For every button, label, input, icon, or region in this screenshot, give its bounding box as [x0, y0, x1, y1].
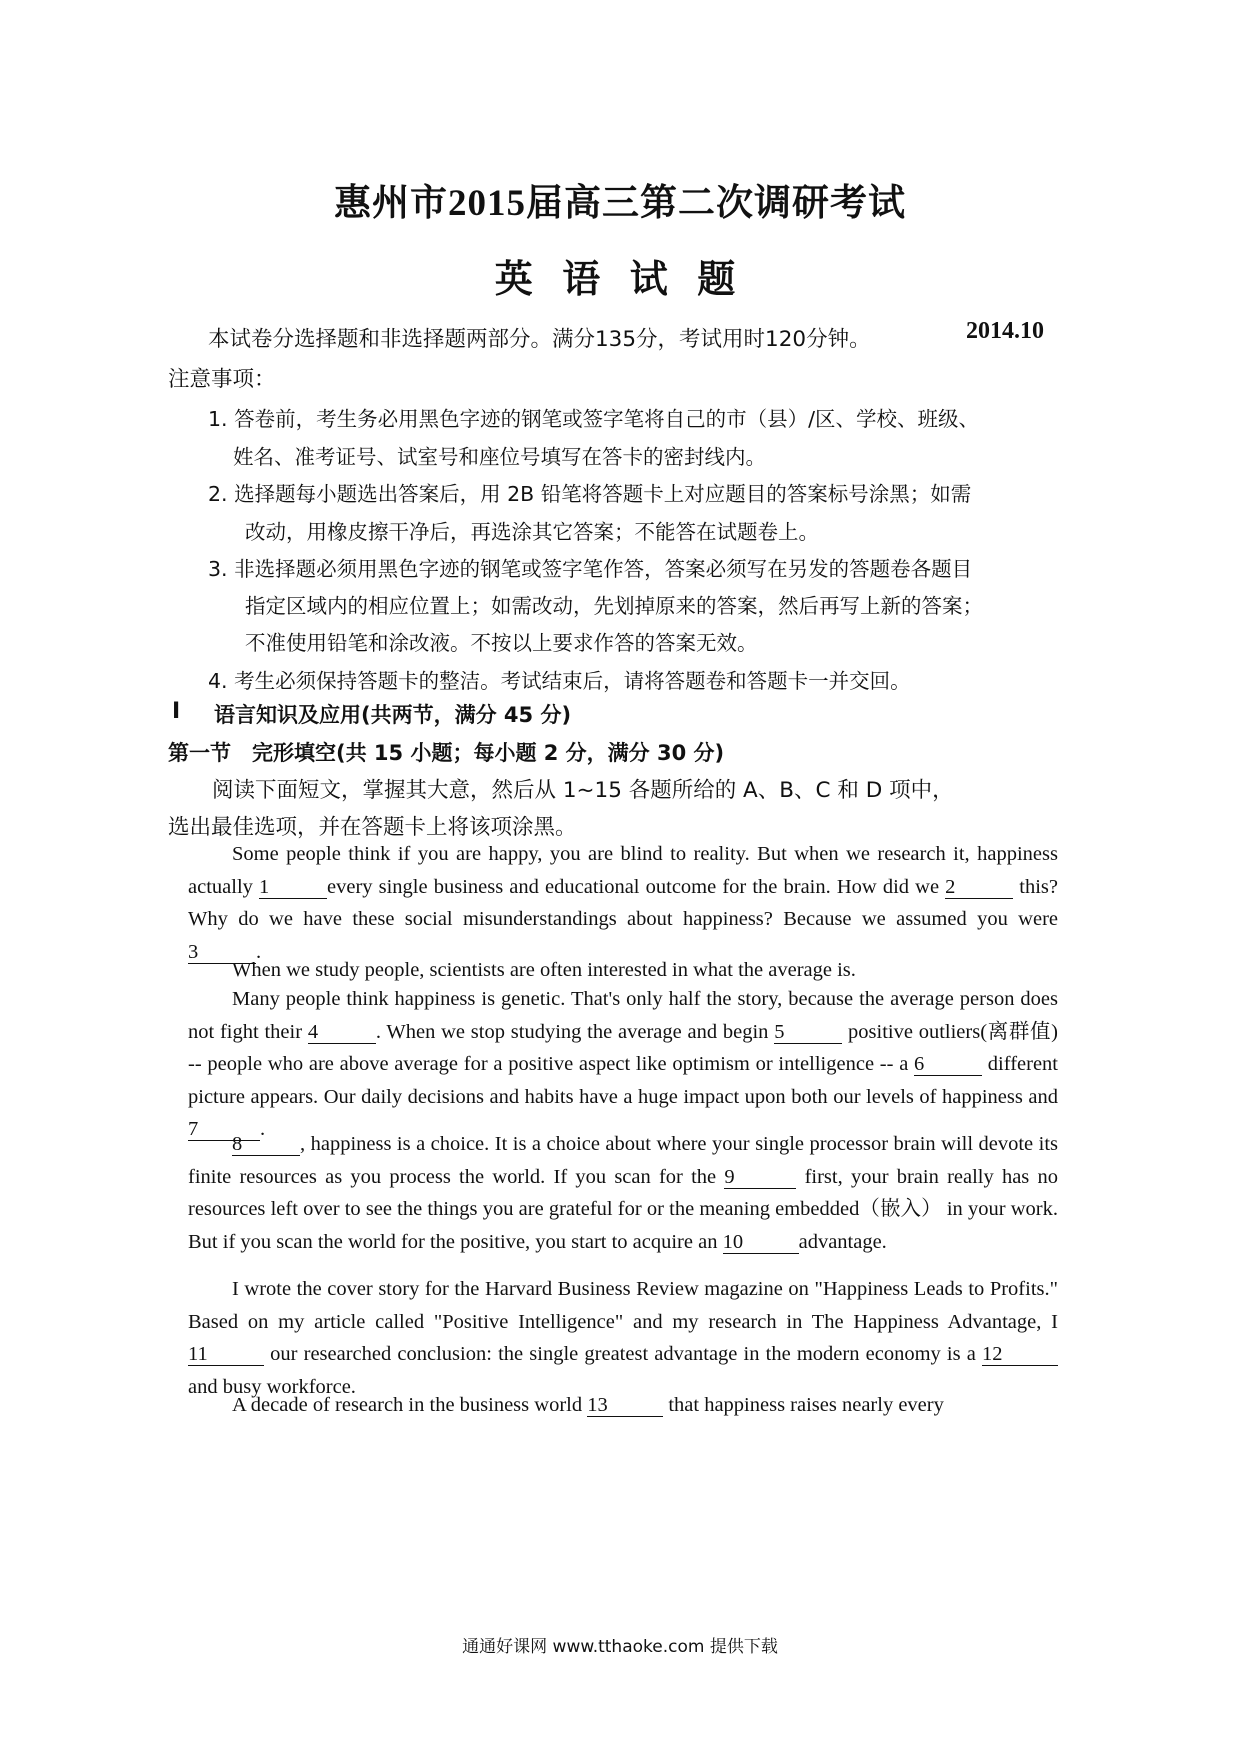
section1-instruction-line2: 选出最佳选项，并在答题卡上将该项涂黑。: [168, 815, 577, 840]
notice-item-3: 3. 非选择题必须用黑色字迹的钢笔或签字笔作答，答案必须写在另发的答题卷各题目: [208, 557, 973, 581]
notice-item-1-cont: 姓名、准考证号、试室号和座位号填写在答卡的密封线内。: [233, 445, 766, 469]
exam-title: 惠州市2015届高三第二次调研考试: [334, 183, 906, 224]
blank-8: 8: [232, 1133, 300, 1156]
exam-date: 2014.10: [966, 318, 1044, 344]
passage-paragraph-6: A decade of research in the business world 13 that happiness raises nearly every: [232, 1394, 944, 1416]
page-footer: 通通好课网 www.tthaoke.com 提供下载: [462, 1637, 778, 1657]
passage-paragraph-1: Some people think if you are happy, you are blind to reality. But when we research it, happiness actually 1 every single business and educational outcome for the brain. How did we 2 this? Why do we have these social misunderstandings about happiness? Because we assumed you were 3 .: [188, 843, 1059, 963]
passage-paragraph-2: When we study people, scientists are often interested in what the average is.: [232, 959, 856, 981]
blank-13: 13: [587, 1394, 663, 1417]
blank-4: 4: [308, 1021, 376, 1044]
notice-item-3-cont2: 不准使用铅笔和涂改液。不按以上要求作答的答案无效。: [245, 631, 758, 655]
blank-7: 7: [188, 1118, 260, 1141]
blank-3: 3: [188, 941, 256, 964]
notice-item-3-cont: 指定区域内的相应位置上；如需改动，先划掉原来的答案，然后再写上新的答案；: [245, 594, 983, 618]
notice-item-4: 4. 考生必须保持答题卡的整洁。考试结束后，请将答题卷和答题卡一并交回。: [208, 669, 911, 693]
notice-item-2: 2. 选择题每小题选出答案后，用 2B 铅笔将答题卡上对应题目的答案标号涂黑；如需: [208, 482, 972, 506]
blank-11: 11: [188, 1343, 264, 1366]
blank-9: 9: [724, 1166, 796, 1189]
passage-paragraph-5: I wrote the cover story for the Harvard Business Review magazine on "Happiness Leads to Profits." Based on my article called "Positive Intelligence" and my research in The Happiness Advantage, I 11 our researched conclusion: the single greatest advantage in the modern economy is a 12 and busy workforce.: [188, 1278, 1058, 1398]
blank-2: 2: [945, 876, 1013, 899]
intro-text: 本试卷分选择题和非选择题两部分。满分135分，考试用时120分钟。: [208, 327, 871, 352]
part1-numeral: I: [172, 699, 181, 724]
blank-1: 1: [259, 876, 327, 899]
blank-12: 12: [982, 1343, 1058, 1366]
exam-subtitle: 英 语 试 题: [494, 259, 746, 301]
notice-item-1: 1. 答卷前，考生务必用黑色字迹的钢笔或签字笔将自己的市（县）/区、学校、班级、: [208, 407, 979, 431]
section1-heading: 第一节 完形填空(共 15 小题；每小题 2 分，满分 30 分): [168, 741, 725, 765]
blank-6: 6: [914, 1053, 982, 1076]
section1-instruction-line1: 阅读下面短文，掌握其大意，然后从 1~15 各题所给的 A、B、C 和 D 项中，: [212, 778, 954, 803]
passage-paragraph-4: 8 , happiness is a choice. It is a choice about where your single processor brain will devote its finite resources as you process the world. If you scan for the 9 first, your brain really has no resources left over to see the things you are grateful for or the meaning embedded（嵌入） in your work. But if you scan the world for the positive, you start to acquire an 10 advantage.: [188, 1133, 1058, 1253]
notice-heading: 注意事项：: [168, 367, 276, 392]
part1-heading: 语言知识及应用(共两节，满分 45 分): [214, 703, 572, 727]
notice-item-2-cont: 改动，用橡皮擦干净后，再选涂其它答案；不能答在试题卷上。: [245, 520, 819, 544]
blank-10: 10: [723, 1231, 799, 1254]
passage-paragraph-3: Many people think happiness is genetic. That's only half the story, because the average person does not fight their 4 . When we stop studying the average and begin 5 positive outliers(离群值) -- people who are above average for a positive aspect like optimism or intelligence -- a 6 different picture appears. Our daily decisions and habits have a huge impact upon both our levels of happiness and 7 .: [188, 988, 1059, 1141]
blank-5: 5: [774, 1021, 842, 1044]
